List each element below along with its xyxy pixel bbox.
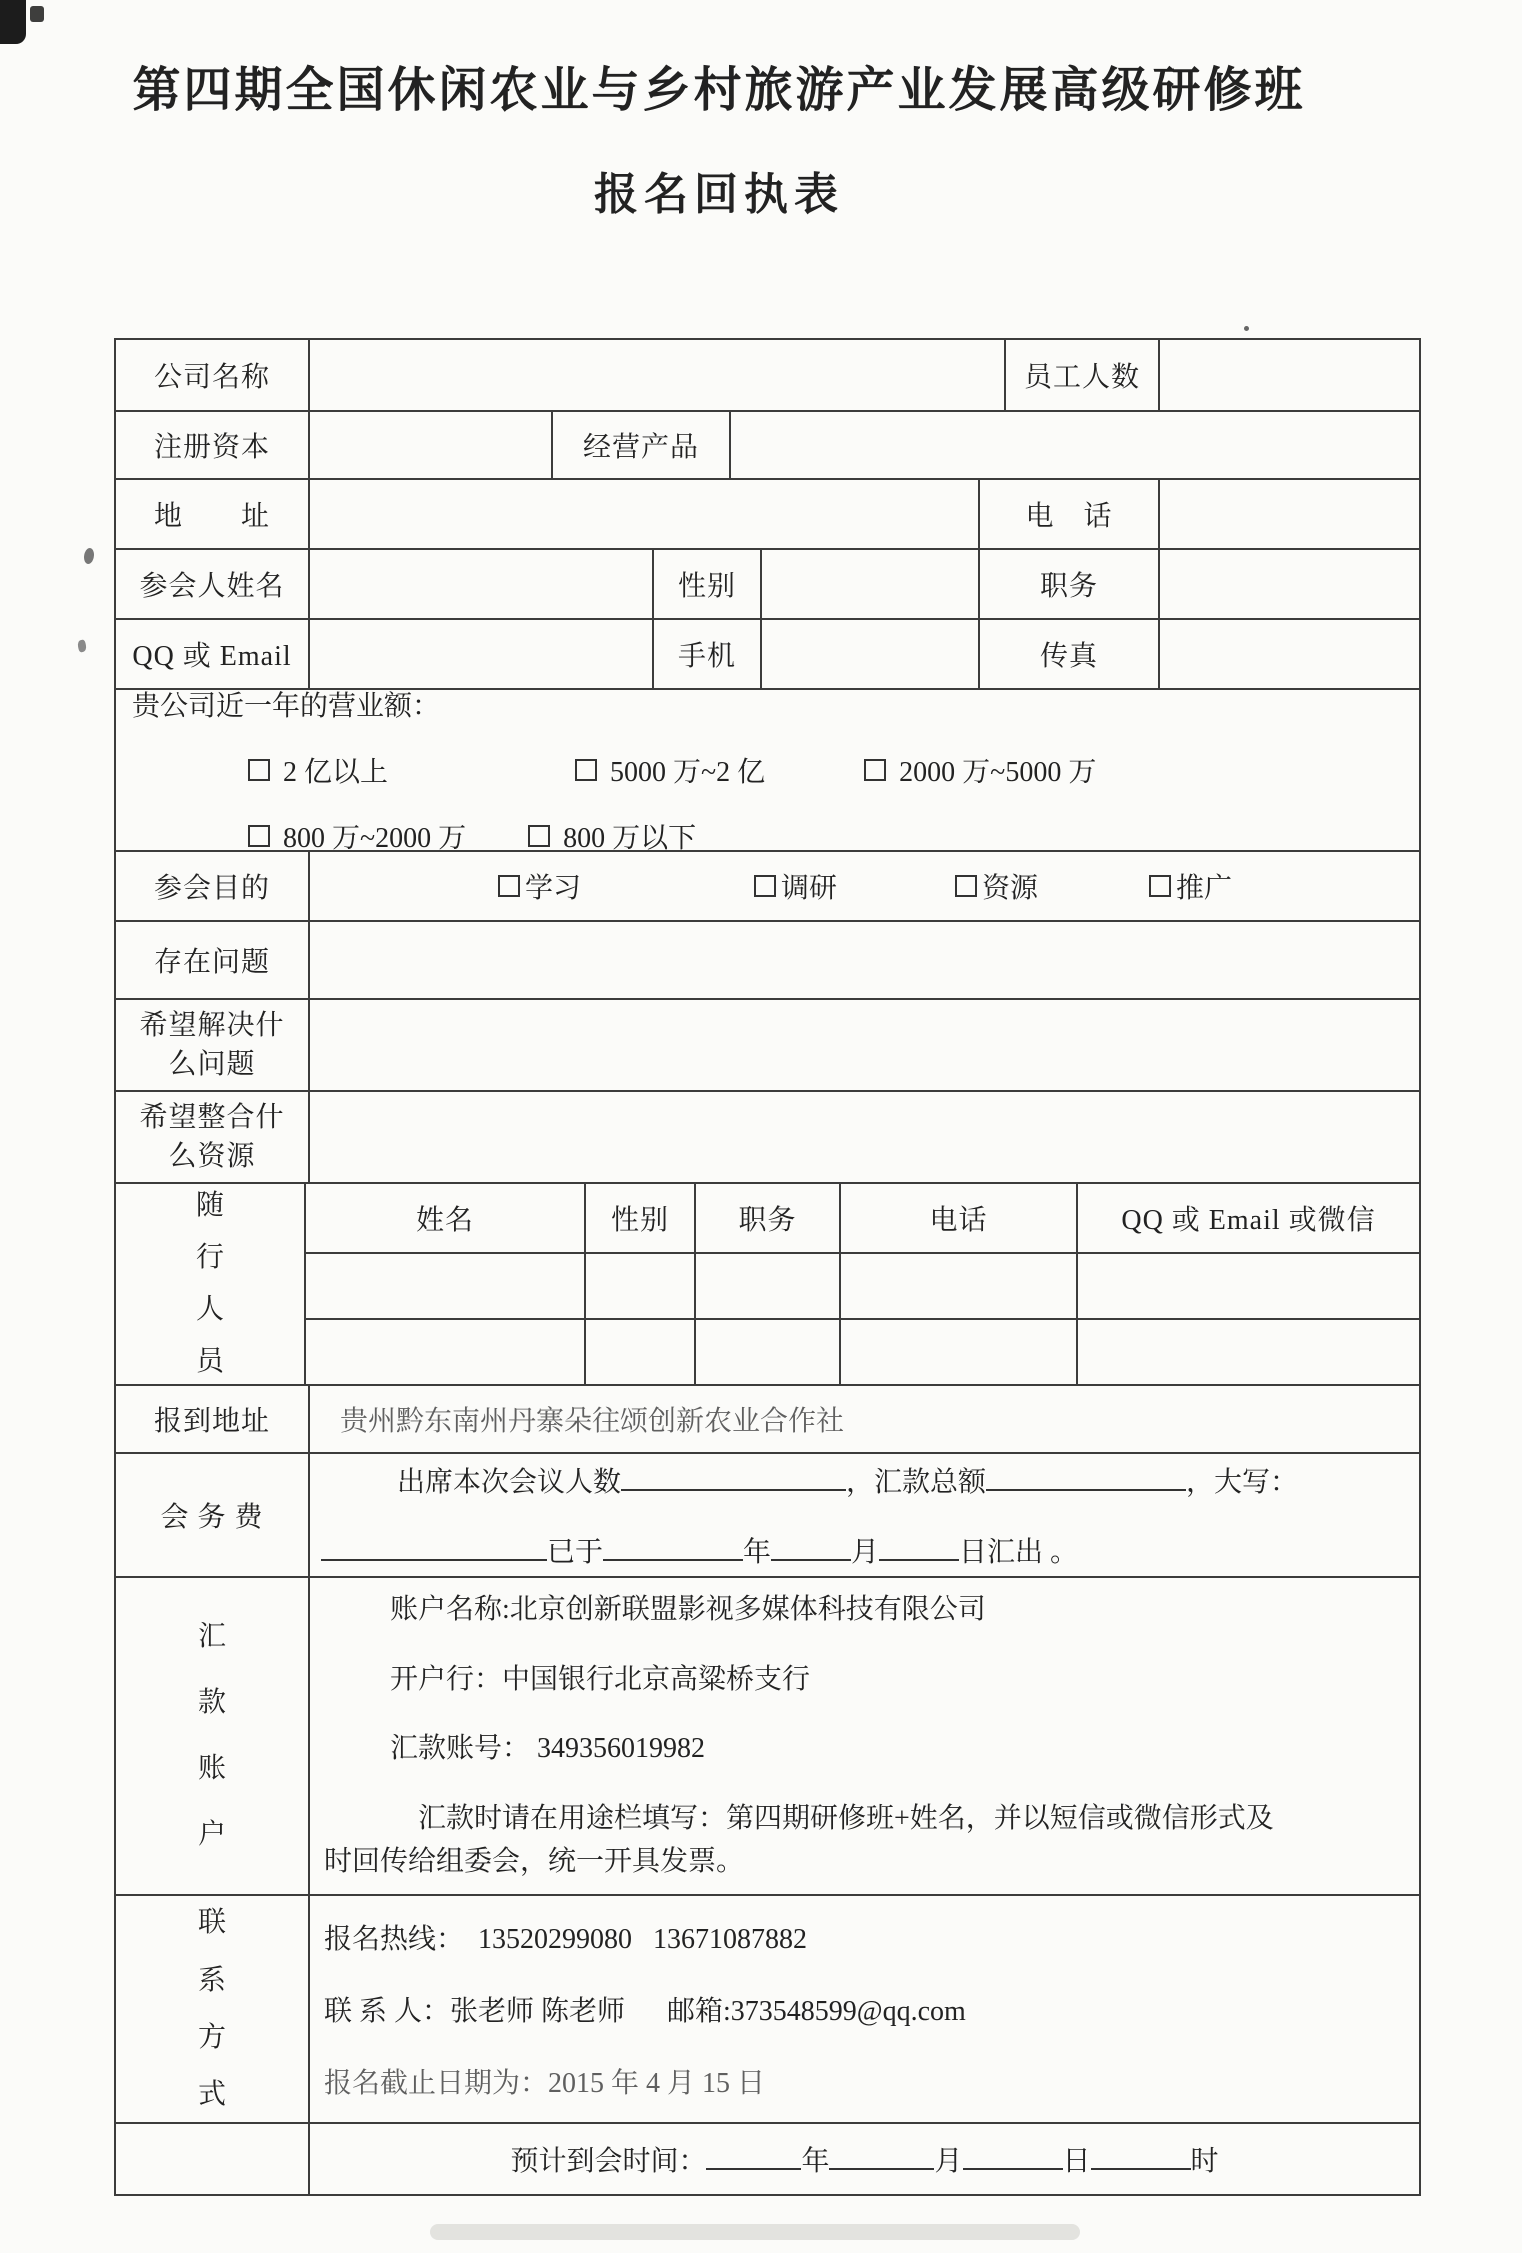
attendant-phone-cell xyxy=(841,1320,1078,1384)
fill-blank xyxy=(771,1530,851,1561)
arrival-row xyxy=(116,2124,1419,2194)
form-subtitle: 报名回执表 xyxy=(594,169,844,219)
fill-blank xyxy=(603,1530,743,1561)
checkbox-icon xyxy=(498,875,520,897)
arrival-year-text: 年 xyxy=(801,2146,830,2177)
gender-label: 性别 xyxy=(654,550,762,618)
purpose-option xyxy=(498,866,581,906)
purpose-option-label: 推广 xyxy=(1176,873,1233,904)
fee-section xyxy=(116,1454,1419,1578)
fee-sent-text: 已于 xyxy=(547,1537,604,1568)
arrival-content xyxy=(310,2124,1419,2194)
checkbox-icon xyxy=(248,759,270,781)
problems-value-cell xyxy=(310,922,1419,998)
registration-table xyxy=(114,338,1421,2196)
table-row xyxy=(116,922,1419,1000)
attendant-phone-header: 电话 xyxy=(841,1184,1078,1252)
remittance-content xyxy=(310,1578,1419,1894)
checkbox-icon xyxy=(575,759,597,781)
telephone-label: 电 话 xyxy=(980,480,1160,548)
solve-label xyxy=(116,1000,310,1090)
contact-persons: 联 系 人：张老师 陈老师 邮箱:373548599@qq.com xyxy=(324,1996,966,2027)
table-row xyxy=(116,340,1419,412)
fill-blank xyxy=(963,2139,1063,2170)
table-row xyxy=(116,1000,1419,1092)
attendant-name-header: 姓名 xyxy=(306,1184,586,1252)
checkin-address-value: 贵州黔东南州丹寨朵往颂创新农业合作社 xyxy=(340,1406,845,1437)
checkin-address-label: 报到地址 xyxy=(116,1386,310,1452)
mobile-value-cell xyxy=(762,620,980,688)
purpose-options-cell xyxy=(310,852,1419,920)
fill-blank xyxy=(879,1530,959,1561)
revenue-option xyxy=(248,816,466,856)
revenue-options-line-1 xyxy=(116,750,1419,790)
products-value-cell xyxy=(731,412,1419,478)
attendant-gender-header: 性别 xyxy=(586,1184,696,1252)
fee-year-text: 年 xyxy=(743,1537,772,1568)
integrate-value-cell xyxy=(310,1092,1419,1182)
purpose-option-label: 调研 xyxy=(781,873,838,904)
fee-month-text: 月 xyxy=(851,1537,880,1568)
scan-artifact xyxy=(77,639,87,652)
fax-value-cell xyxy=(1160,620,1419,688)
form-title: 第四期全国休闲农业与乡村旅游产业发展高级研修班 xyxy=(132,64,1306,117)
products-label: 经营产品 xyxy=(553,412,731,478)
position-label: 职务 xyxy=(980,550,1160,618)
arrival-day-text: 日 xyxy=(1062,2146,1091,2177)
attendants-section xyxy=(116,1184,1419,1386)
remittance-label-text: 汇款账户 xyxy=(198,1621,227,1850)
attendant-position-cell xyxy=(696,1320,841,1384)
attendant-gender-cell xyxy=(586,1320,696,1384)
fee-day-text: 日汇出 。 xyxy=(959,1537,1079,1568)
registered-capital-value-cell xyxy=(310,412,553,478)
checkin-row xyxy=(116,1386,1419,1454)
address-value-cell xyxy=(310,480,980,548)
attendant-phone-cell xyxy=(841,1254,1078,1318)
fill-blank xyxy=(829,2139,934,2170)
purpose-option-label: 学习 xyxy=(525,873,582,904)
company-name-label: 公司名称 xyxy=(116,340,310,410)
revenue-option xyxy=(248,750,388,790)
scan-artifact xyxy=(30,6,44,22)
staff-count-label: 员工人数 xyxy=(1006,340,1160,410)
integrate-label-line1: 希望整合什 xyxy=(139,1101,285,1133)
table-row xyxy=(116,620,1419,690)
remittance-note-line2: 时回传给组委会，统一开具发票。 xyxy=(324,1846,745,1878)
scan-artifact xyxy=(1244,326,1249,331)
fill-blank xyxy=(321,1530,547,1561)
fee-caps-text: ，大写： xyxy=(1186,1467,1299,1498)
table-row xyxy=(116,550,1419,620)
gender-value-cell xyxy=(762,550,980,618)
revenue-option xyxy=(864,750,1096,790)
attendants-header-row xyxy=(306,1184,1419,1254)
attendant-gender-cell xyxy=(586,1254,696,1318)
revenue-section xyxy=(116,690,1419,852)
checkbox-icon xyxy=(528,825,550,847)
attendants-label xyxy=(116,1184,306,1384)
solve-label-line1: 希望解决什 xyxy=(139,1009,285,1041)
solve-label-line2: 么问题 xyxy=(168,1049,256,1080)
problems-label: 存在问题 xyxy=(116,922,310,998)
attendant-name-cell xyxy=(306,1320,586,1384)
fill-blank xyxy=(706,2139,801,2170)
remittance-account-number: 汇款账号： 349356019982 xyxy=(390,1733,706,1765)
fill-blank xyxy=(986,1460,1186,1491)
attendant-qq-cell xyxy=(1078,1320,1419,1384)
purpose-row xyxy=(116,852,1419,922)
integrate-label-line2: 么资源 xyxy=(168,1141,256,1172)
scan-artifact xyxy=(430,2224,1080,2240)
contact-label xyxy=(116,1896,310,2122)
revenue-options-line-2 xyxy=(116,816,1419,856)
checkbox-icon xyxy=(955,875,977,897)
attendants-label-text: 随行人员 xyxy=(196,1190,225,1377)
checkbox-icon xyxy=(1149,875,1171,897)
purpose-option xyxy=(754,866,837,906)
arrival-prefix-text: 预计到会时间： xyxy=(510,2146,707,2177)
company-name-value-cell xyxy=(310,340,1006,410)
revenue-option xyxy=(575,750,765,790)
integrate-label xyxy=(116,1092,310,1182)
address-label: 地 址 xyxy=(116,480,310,548)
position-value-cell xyxy=(1160,550,1419,618)
contact-label-text: 联系方式 xyxy=(198,1907,227,2111)
checkbox-icon xyxy=(864,759,886,781)
telephone-value-cell xyxy=(1160,480,1419,548)
checkbox-icon xyxy=(248,825,270,847)
mobile-label: 手机 xyxy=(654,620,762,688)
qq-email-value-cell xyxy=(310,620,654,688)
attendant-qq-header: QQ 或 Email 或微信 xyxy=(1121,1205,1376,1236)
fee-content xyxy=(310,1454,1419,1576)
arrival-month-text: 月 xyxy=(934,2146,963,2177)
remittance-account-name: 账户名称:北京创新联盟影视多媒体科技有限公司 xyxy=(390,1594,986,1626)
purpose-option xyxy=(955,866,1038,906)
remittance-label xyxy=(116,1578,310,1894)
fill-blank xyxy=(1091,2139,1191,2170)
fee-label: 会 务 费 xyxy=(116,1454,310,1576)
revenue-option-label: 2 亿以上 xyxy=(283,757,389,788)
revenue-option-label: 800 万以下 xyxy=(563,823,697,854)
attendant-position-cell xyxy=(696,1254,841,1318)
table-row xyxy=(116,1092,1419,1184)
scan-artifact xyxy=(82,547,96,565)
purpose-label: 参会目的 xyxy=(116,852,310,920)
revenue-option-label: 800 万~2000 万 xyxy=(283,823,467,854)
revenue-option-label: 5000 万~2 亿 xyxy=(610,757,766,788)
attendant-qq-cell xyxy=(1078,1254,1419,1318)
table-row xyxy=(116,412,1419,480)
staff-count-value-cell xyxy=(1160,340,1419,410)
contact-section xyxy=(116,1896,1419,2124)
contact-deadline: 报名截止日期为：2015 年 4 月 15 日 xyxy=(324,2068,766,2099)
attendants-empty-row xyxy=(306,1320,1419,1384)
arrival-hour-text: 时 xyxy=(1190,2146,1219,2177)
attendants-subtable xyxy=(306,1184,1419,1384)
table-row xyxy=(116,480,1419,550)
fill-blank xyxy=(621,1460,846,1491)
attendant-position-header: 职务 xyxy=(696,1184,841,1252)
purpose-option-label: 资源 xyxy=(982,873,1039,904)
registered-capital-label: 注册资本 xyxy=(116,412,310,478)
revenue-prompt: 贵公司近一年的营业额： xyxy=(132,691,441,722)
qq-email-label: QQ 或 Email xyxy=(116,620,310,688)
purpose-option xyxy=(1149,866,1232,906)
attendants-empty-row xyxy=(306,1254,1419,1320)
fee-amount-text: ，汇款总额 xyxy=(846,1467,987,1498)
contact-content xyxy=(310,1896,1419,2122)
checkbox-icon xyxy=(754,875,776,897)
fee-attendance-text: 出席本次会议人数 xyxy=(397,1467,622,1498)
attendee-name-label: 参会人姓名 xyxy=(116,550,310,618)
revenue-option-label: 2000 万~5000 万 xyxy=(899,757,1097,788)
scan-artifact xyxy=(0,0,26,44)
revenue-cell xyxy=(116,690,1419,854)
fax-label: 传真 xyxy=(980,620,1160,688)
attendant-name-cell xyxy=(306,1254,586,1318)
remittance-bank: 开户行：中国银行北京高粱桥支行 xyxy=(390,1663,811,1695)
contact-hotline: 报名热线： 13520299080 13671087882 xyxy=(324,1924,808,1955)
solve-value-cell xyxy=(310,1000,1419,1090)
remittance-note-line1: 汇款时请在用途栏填写：第四期研修班+姓名，并以短信或微信形式及 xyxy=(418,1802,1274,1834)
fee-line-1 xyxy=(310,1460,1419,1500)
attendee-name-value-cell xyxy=(310,550,654,618)
arrival-line xyxy=(310,2139,1419,2179)
remittance-section xyxy=(116,1578,1419,1896)
form-header xyxy=(114,62,1324,222)
arrival-empty-cell xyxy=(116,2124,310,2194)
fee-line-2 xyxy=(310,1530,1419,1570)
revenue-option xyxy=(528,816,696,856)
